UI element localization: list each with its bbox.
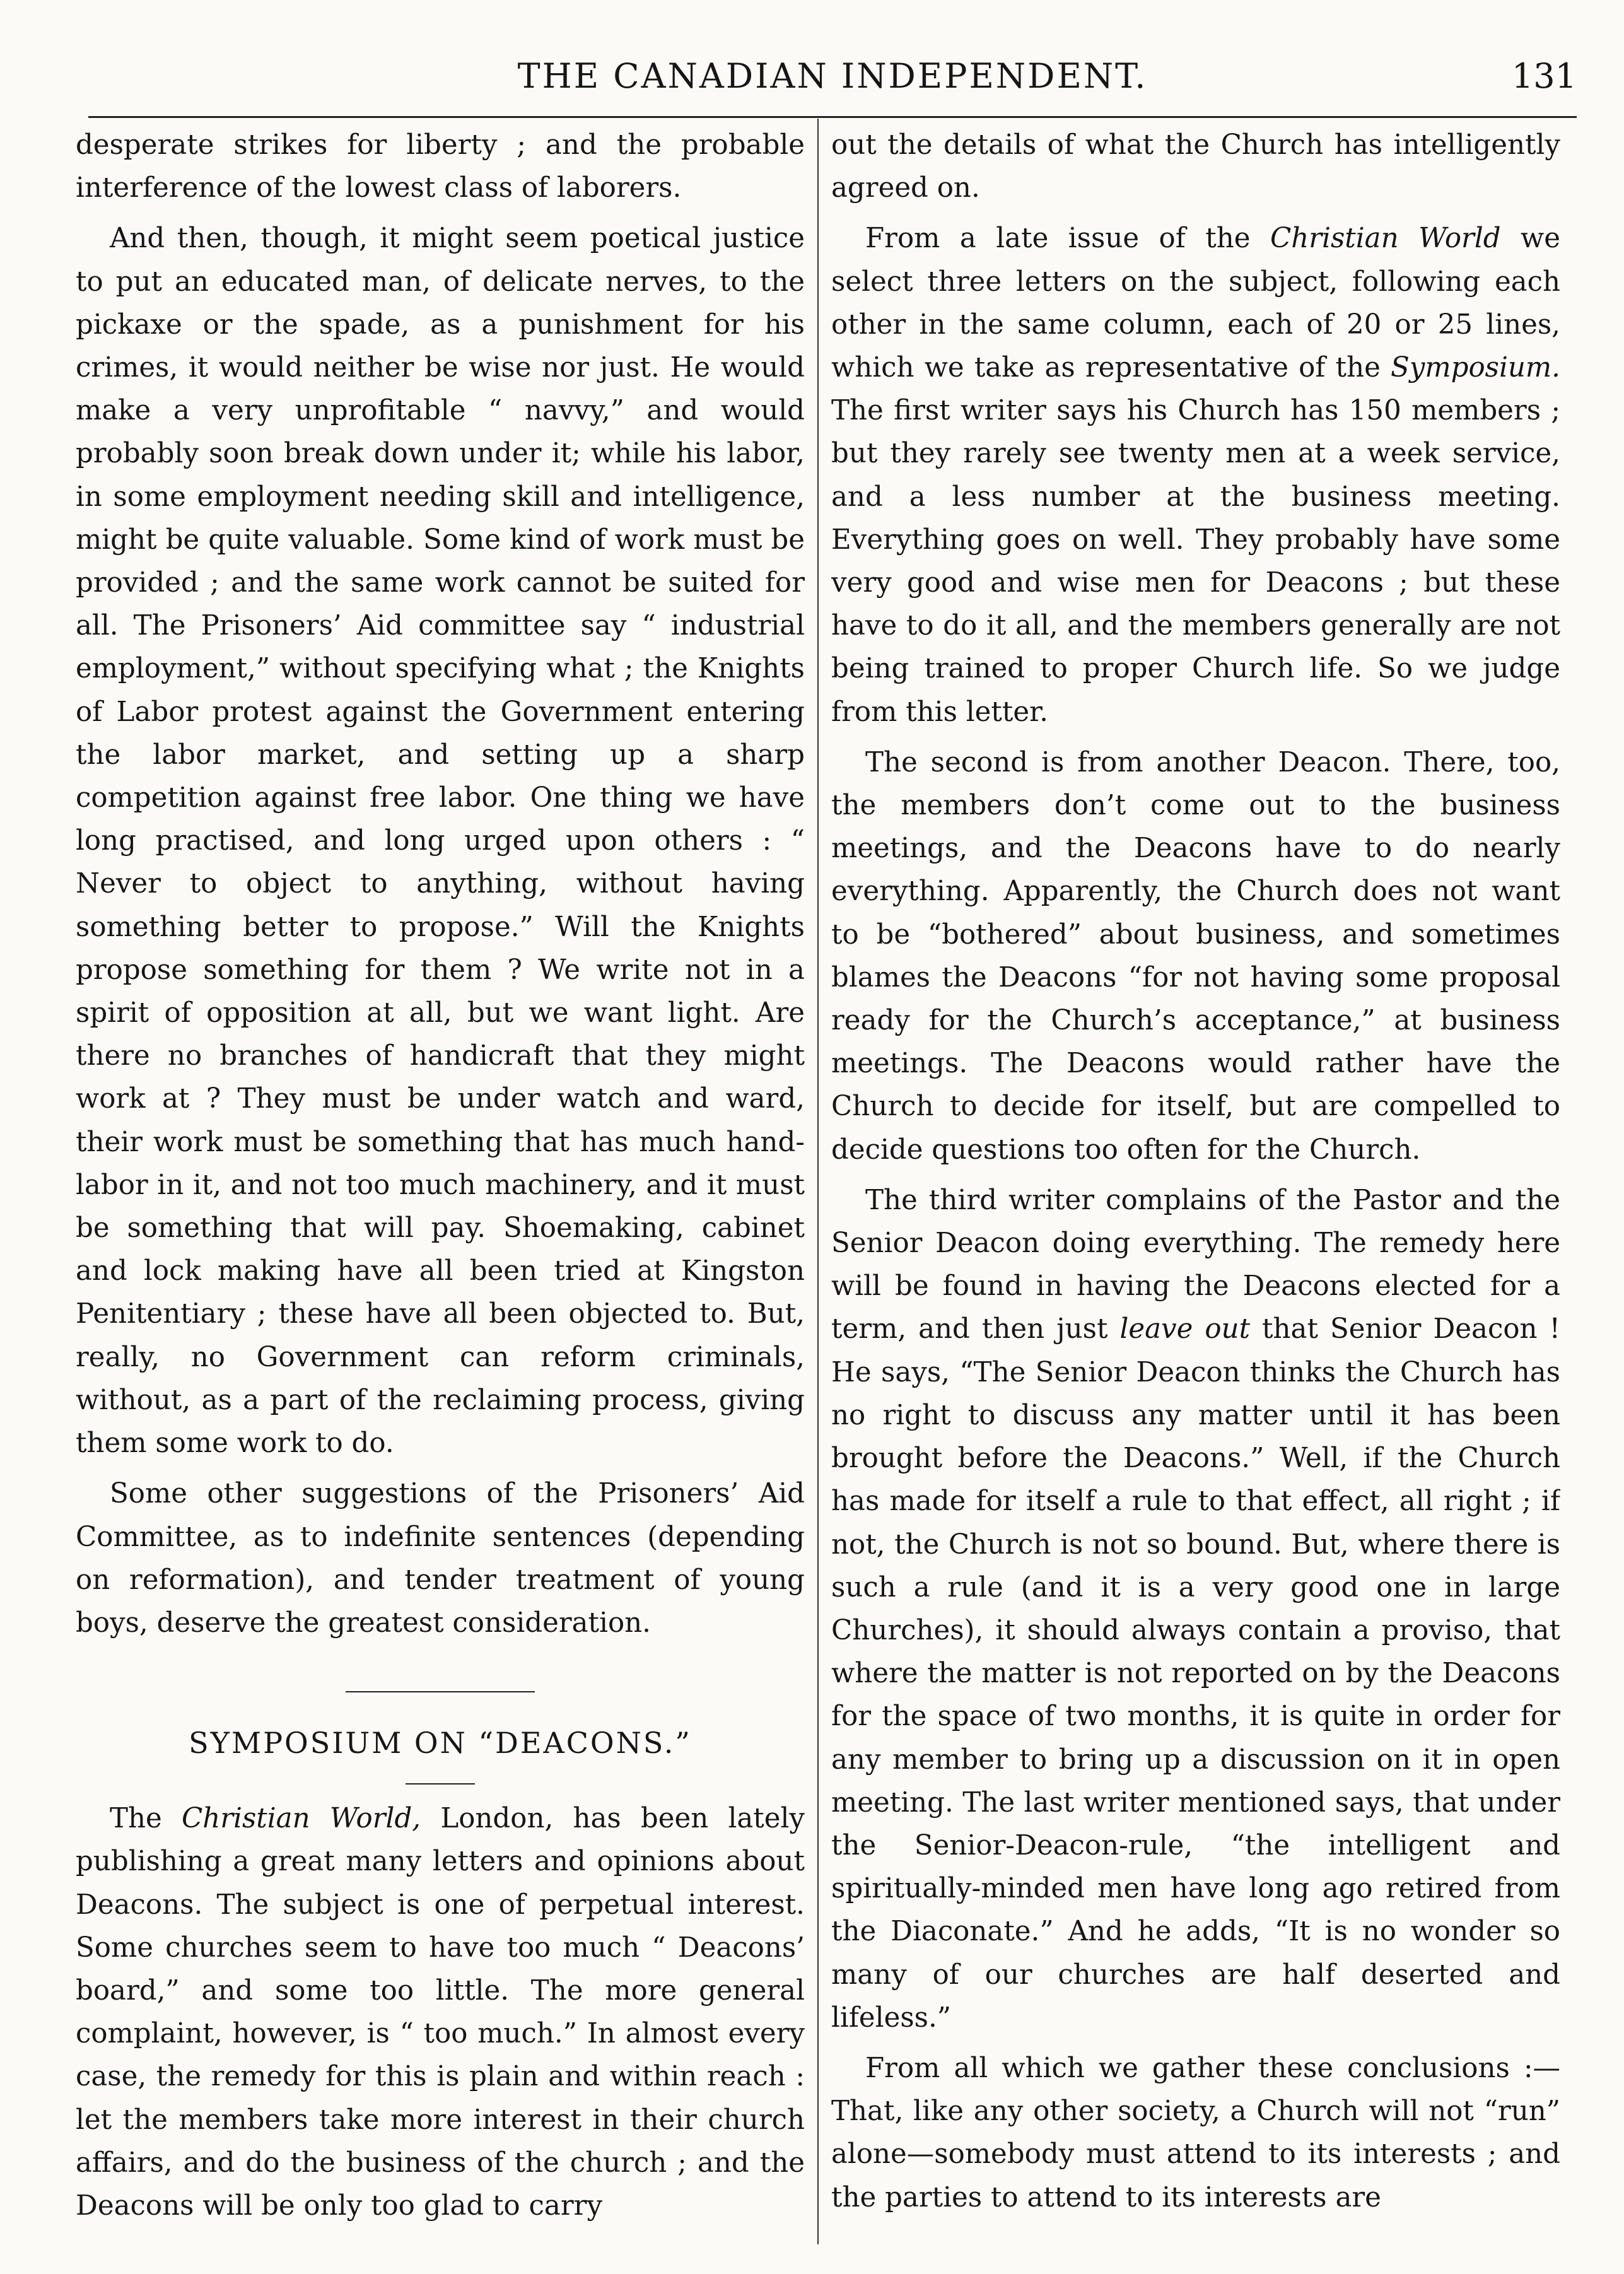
right-column (831, 124, 1560, 2249)
paragraph: From all which we gather these conclusions :— That, like any other society, a Church will not “run” alone—somebody must attend to its interests ; and the parties to attend to its interests are (831, 2052, 1560, 2213)
left-column (76, 124, 805, 2249)
journal-title: THE CANADIAN INDEPENDENT. (517, 56, 1148, 96)
text-run: The first writer says his Church has 150 members ; but they rarely see twenty men at a week service, and a less number at the business meeting. Everything goes on well. They probably have some very good and wise men for Deacons ; but these have to do it all, and the members generally are not being trained to proper Church life. So we judge from this letter. (831, 395, 1560, 728)
paragraph (76, 1797, 805, 2227)
heading-rule (406, 1783, 475, 1785)
section-rule (346, 1691, 535, 1692)
italic-title: Christian World (1270, 223, 1501, 255)
text-run: The (110, 1803, 182, 1835)
text-run: that Senior Deacon ! He says, “The Senior Deacon thinks the Church has no right to discuss any matter until it has been brought before the Deacons.” Well, if the Church has made for itself a rule to that effect, all right ; if not, the Church is not so bound. But, where there is such a rule (and it is a very good one in large Churches), it should always contain a proviso, that where the matter is not reported on by the Deacons for the space of two months, it is quite in order for any member to bring up a discussion on it in open meeting. The last writer mentioned says, that under the Senior-Deacon-rule, “the intelligent and spiritually-minded men have long ago retired from the Diaconate.” And he adds, “It is no wonder so many of our churches are half deserted and lifeless.” (831, 1313, 1560, 2034)
italic-title: Christian World, (181, 1803, 421, 1835)
page-header (88, 54, 1577, 112)
page-number: 131 (1511, 56, 1577, 96)
paragraph (831, 217, 1560, 733)
text-run: The third writer complains of the Pastor and the Senior Deacon doing everything. The remedy here will be found in having the Deacons elected for a term, and then just (831, 1184, 1560, 1345)
header-rule (88, 116, 1577, 118)
text-run: From a late issue of the (865, 223, 1270, 255)
italic-word: Symposium. (1391, 352, 1560, 384)
section-heading: SYMPOSIUM ON “DEACONS.” (189, 1726, 692, 1761)
paragraph: desperate strikes for liberty ; and the probable interference of the lowest class of laborers. (76, 129, 805, 204)
paragraph: And then, though, it might seem poetical justice to put an educated man, of delicate nerves, to the pickaxe or the spade, as a punishment for his crimes, it would neither be wise nor just. He would make a very unprofitable “ navvy,” and would probably soon break down under it; while his labor, in some employment needing skill and intelligence, might be quite valuable. Some kind of work must be provided ; and the same work cannot be suited for all. The Prisoners’ Aid committee say “ industrial employment,” without specifying what ; the Knights of Labor protest against the Government entering the labor market, and setting up a sharp competition against free labor. One thing we have long practised, and long urged upon others : “ Never to object to anything, without having something better to propose.” Will the Knights propose something for them ? We write not in a spirit of opposition at all, but we want light. Are there no branches of handicraft that they might work at ? They must be under watch and ward, their work must be something that has much hand-labor in it, and not too much machinery, and it must be something that will pay. Shoemaking, cabinet and lock making have all been tried at Kingston Penitentiary ; these have all been objected to. But, really, no Government can reform criminals, without, as a part of the reclaiming process, giving them some work to do. (76, 223, 805, 1460)
column-divider (817, 119, 819, 2244)
paragraph: Some other suggestions of the Prisoners’ Aid Committee, as to indefinite sentences (depending on reformation), and tender treatment of young boys, deserve the greatest consideration. (76, 1478, 805, 1639)
text-run: London, has been lately publishing a great many letters and opinions about Deacons. The subject is one of perpetual interest. Some churches seem to have too much “ Deacons’ board,” and some too little. The more general complaint, however, is “ too much.” In almost every case, the remedy for this is plain and within reach : let the members take more interest in their church affairs, and do the business of the church ; and the Deacons will be only too glad to carry (76, 1803, 805, 2222)
paragraph: out the details of what the Church has intelligently agreed on. (831, 129, 1560, 204)
paragraph: The second is from another Deacon. There, too, the members don’t come out to the business meetings, and the Deacons have to do nearly everything. Apparently, the Church does not want to be “bothered” about business, and sometimes blames the Deacons “for not having some proposal ready for the Church’s acceptance,” at business meetings. The Deacons would rather have the Church to decide for itself, but are compelled to decide questions too often for the Church. (831, 746, 1560, 1166)
italic-phrase: leave out (1119, 1313, 1251, 1345)
paragraph (831, 1179, 1560, 2039)
text-run: we select three letters on the subject, following each other in the same column, each of 20 or 25 lines, which we take as representative of the (831, 223, 1560, 384)
